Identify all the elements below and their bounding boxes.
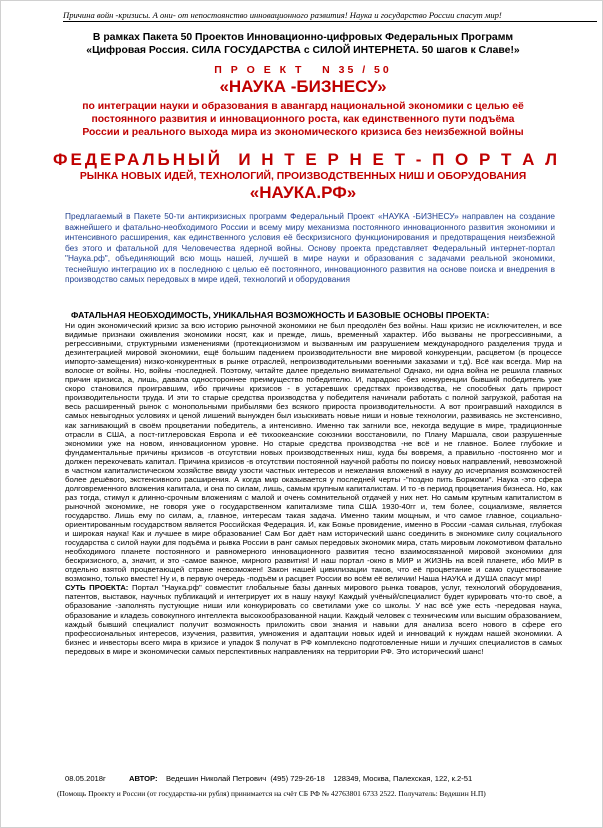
section-title: ФАТАЛЬНАЯ НЕОБХОДИМОСТЬ, УНИКАЛЬНАЯ ВОЗМОЖНОСТЬ И БАЗОВЫЕ ОСНОВЫ ПРОЕКТА: <box>71 310 490 320</box>
author-details: Ведешин Николай Петрович (495) 729-26-18 128349, Москва, Палехская, 122, к.2-51 <box>165 774 473 783</box>
project-intro-line-3: России и реального выхода мира из экономического кризиса без неизбежной войны <box>82 127 524 138</box>
program-header-line-1: В рамках Пакета 50 Проектов Инновационно-цифровых Федеральных Программ <box>92 32 514 43</box>
footer-note: (Помощь Проекту и России (от государства-ни рубля) принимается на счёт СБ РФ № 42763801 6733 2522. Получатель: Ведешин Н.П) <box>57 789 486 798</box>
author-label: АВТОР: <box>129 774 158 783</box>
body-text-block <box>65 321 562 656</box>
body-paragraph: Ни один экономический кризис за всю историю рыночной экономики не был преодолён без войны. Наш кризис не исключителен, и все видимые признаки оживления экономики носят, как и прежде, лишь, временный характер. Ибо вызваны не прогрессивными, а регрессивными, структурными изменениями (протекционизмом и вызванным им разрушением международного разделения труда и дезинтеграцией мировой экономики, ещё большим падением производительности вне мировой конкуренции, расцветом (в процессе импорто-замещения) низко-конкурентных в рынке отраслей, непроизводительными военными заказами и т.д). Всё как всегда. Мир на волоске от войны. Но, войны -последней. Поэтому, читайте далее предельно внимательно! Однако, ни одна война не решила главных причин кризиса, а, лишь, давала одностороннее преимущество победителю. И, парадокс -без конкуренции бывший победитель уже скоро становился проигравшим, ибо причины кризисов - в устаревших средствах производства, не способных дать прирост производительности труда. И эти то старые средства производства у победителя начинали работать с полной загрузкой, работая на весь расширенный рынок с монопольными прибылями без всякого прироста производительности. А вот проигравший находился в самых невыгодных условиях и ценой лишений вынужден был изыскивать новые ниши и новые технологии, развиваясь не экстенсивно, как загнивающий в своём процветании победитель, а интенсивно. Именно так загнили все, некогда ведущие в мире, традиционные отрасли в США, а пост-гитлеровская Европа и её тихоокеанские союзники восстановили, по Плану Маршала, свои разрушенные экономики уже на новом, инновационном уровне. Но старые средства производства -не всё и не главное. Более глубокие и фундаментальные причины кризисов -в отсутствии новых производственных ниш, куда бы вовремя, а правильно -постоянно мог и должен перекочевать капитал. Причина кризисов -в отсутствии постоянной научной работы по поиску новых направлений, невозможной в частном капиталистическом хозяйстве ввиду узости частных интересов и нежелания вложений в науку до исчерпания возможностей более дешёвого, экстенсивного расширения. А когда мир оказывается у последней черты -"поздно пить Боржоми". Наука -это сфера долговременного вложения капитала, и она по силам, лишь, самым крупным капиталистам. И то -в период процветания бизнеса. Но, как раз тогда, стимул к длинно-срочным вложениям с малой и очень сомнительной отдачей у них нет. Но самым крупным капиталистом в рыночной экономике, не говоря уже о государственном капитализме типа США 1930-40гг и, тем более, социализме, является государство. Лишь ему по силам, а, главное, интересам такая задача. Именно таким мощным, и что самое главное, социально-ориентированным государством является Российская Федерация. И, как Божье провидение, именно в России -самая сильная, глубокая и широкая наука! Как и лучшее в мире образование! Сам Бог даёт нам исторический шанс соединить в экономике силу социального государства с силой науки для подъёма и рывка России в ранг самых передовых экономик мира, стать мировым локомотивом фатально необходимого планете постоянного и равномерного инновационного развития тесно взаимосвязанной мировой экономики для бескризисного, а, значит, и это -самое важное, мирного развития! И наш портал -окно в МИР и ЖИЗНЬ на всей планете, ибо МИР в отдельно взятой процветающей стране невозможен! Закон нашей цивилизации таков, что её процветание и само существование возможно, только вместе! Ну и, в первую очередь -подъём и расцвет России во всём её величии! Наша НАУКА и ДУША спасут мир! <box>65 321 562 584</box>
signature-date: 08.05.2018г <box>65 774 106 783</box>
program-header-line-2: «Цифровая Россия. СИЛА ГОСУДАРСТВА с СИЛОЙ ИНТЕРНЕТА. 50 шагов к Славе!» <box>86 45 520 56</box>
program-header <box>53 31 553 57</box>
project-intro-line-2: постоянного развития и инновационного роста, как единственного пути подъёма <box>91 114 515 125</box>
top-tagline: Причина войн -кризисы. А они- от непостоянство инновационного развития! Наука и государство России спасут мир! <box>63 10 597 22</box>
essence-label: СУТЬ ПРОЕКТА: <box>65 583 129 593</box>
project-intro <box>53 100 553 139</box>
essence-paragraph: Портал "Наука.рф" совместит глобальные базы данных мирового рынка товаров, услуг, технологий оборудования, патентов, выставок, научных публикаций и интегрирует их в нашу науку! Каждый учёный/специалист будет курировать что-то своё, а образование -заполнять пустующие ниши или конкурировать со светилами уже со школы. У нас всё уже есть -передовая наука, образование и кладезь совокупного интеллекта высокообразованной нации. Каждый человек с техническим или высшим образованием, каждый бывший специалист получит возможность приложить свои знания и навыки для анализа всего нового в сфере его профессиональных интересов, изучения, развития, умножения и адаптации новых идей и инноваций к нуждам нашей экономики. А бизнес и инвесторы всего мира в кризисе и упадок $ получат в РФ комплексно подготовленные ниши и лучших специалистов в самых передовых в мире и экономически самых перспективных направлениях на территории РФ. Это исторический шанс! <box>65 583 562 656</box>
intro-paragraph: Предлагаемый в Пакете 50-ти антикризисных программ Федеральный Проект «НАУКА -БИЗНЕСУ» направлен на создание важнейшего и фатально-необходимого России и всему миру механизма постоянного инновационного развития экономики и интенсивного расширения, как единственного условия её бескризисного функционирования и предотвращения неизбежной без этого и фатальной для Человечества ядерной войны. Основу проекта представляет Федеральный интернет-портал "Наука.рф", объединяющий всю мощь нашей, лучшей в мире науки и образования с задачами реальной экономики, теснейшую интеграцию их в последнюю с целью её постоянного, инновационного развития на основе поиска и внедрения в производство самых передовых в мире идей, технологий и оборудования <box>65 211 555 284</box>
project-number: П Р О Е К Т N 35 / 50 <box>214 64 392 76</box>
market-subheading: РЫНКА НОВЫХ ИДЕЙ, ТЕХНОЛОГИЙ, ПРОИЗВОДСТВЕННЫХ НИШ И ОБОРУДОВАНИЯ <box>79 171 527 182</box>
project-intro-line-1: по интеграции науки и образования в авангард национальной экономики с целью её <box>82 101 524 112</box>
portal-heading: ФЕДЕРАЛЬНЫЙ И Н Т Е Р Н Е Т - П О Р Т А Л <box>53 150 561 169</box>
site-name: «НАУКА.РФ» <box>249 183 357 202</box>
project-name: «НАУКА -БИЗНЕСУ» <box>219 77 387 96</box>
signature-line <box>65 774 565 784</box>
